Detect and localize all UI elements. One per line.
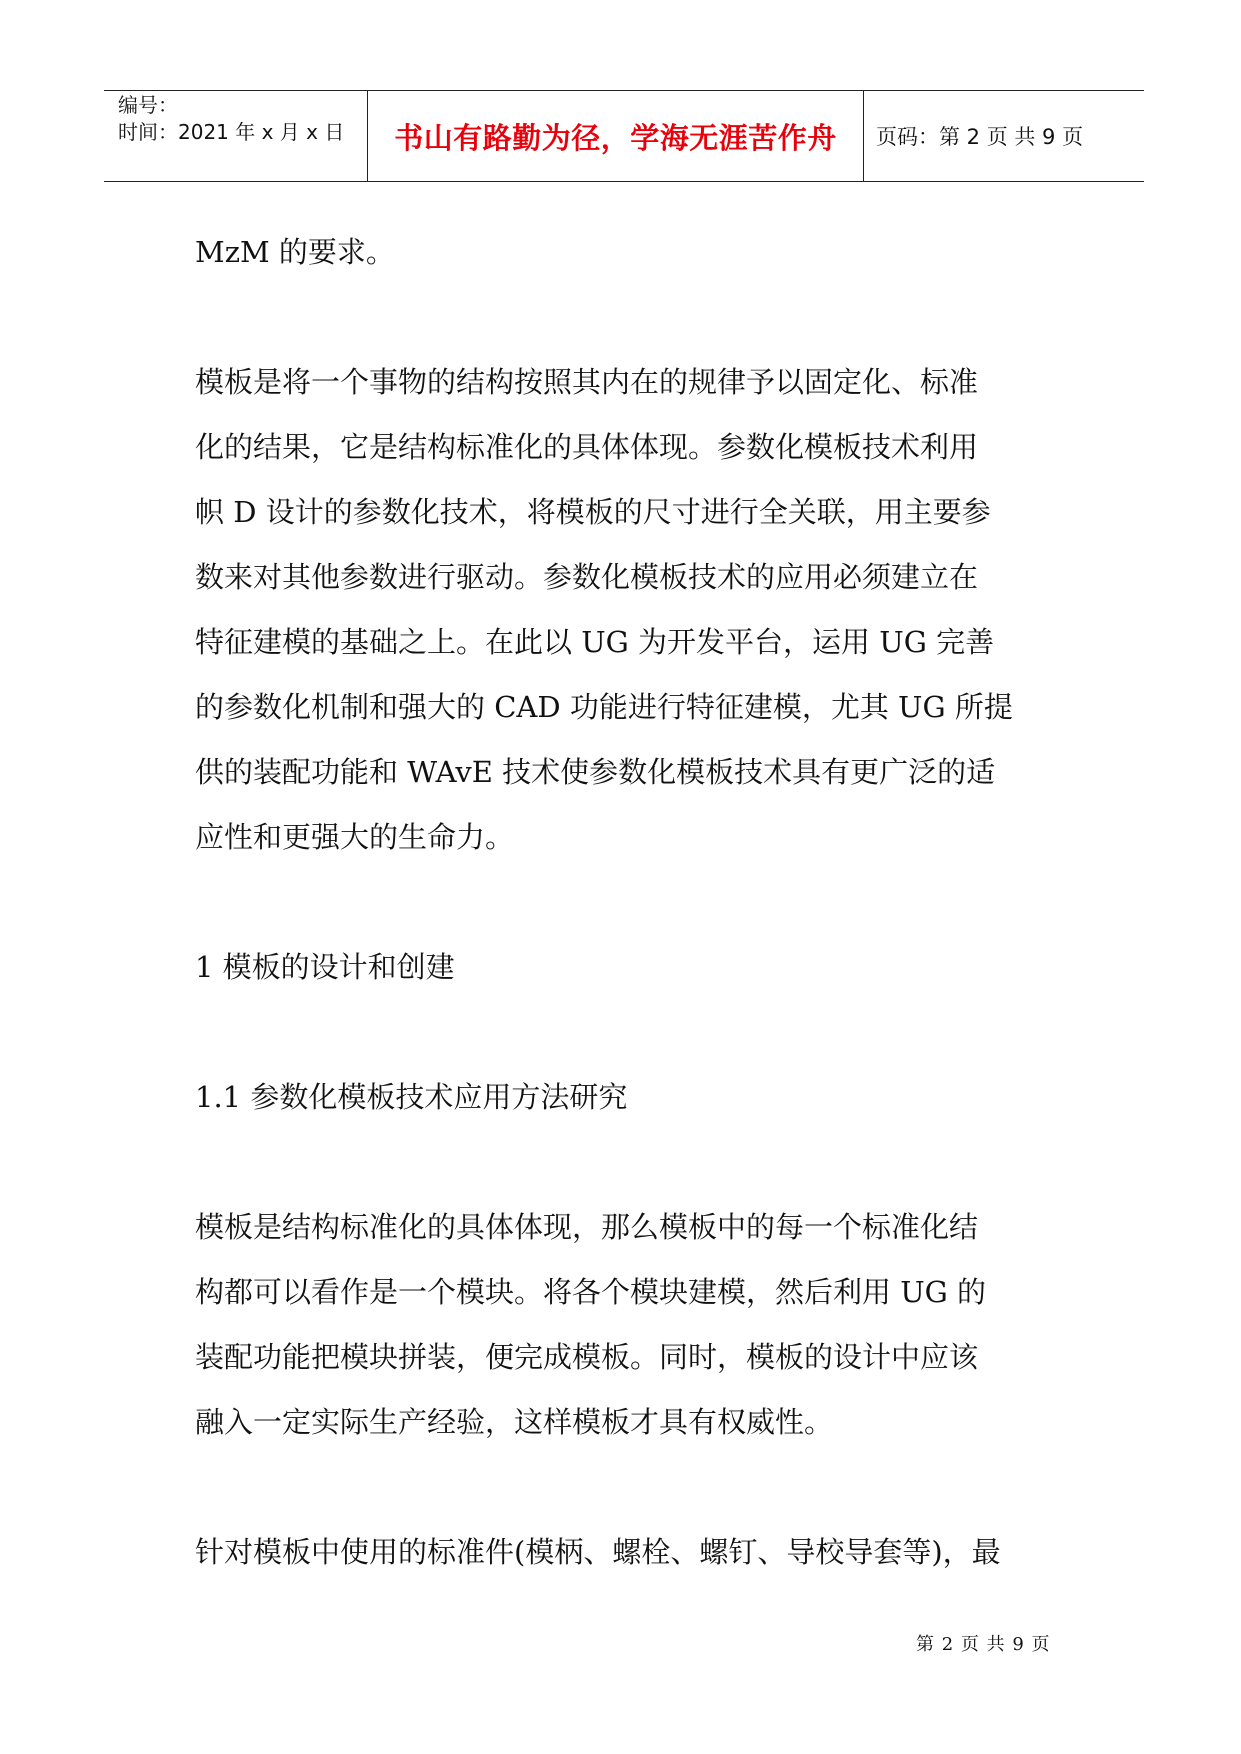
paragraph-1 bbox=[195, 220, 1065, 285]
header-meta bbox=[104, 91, 368, 181]
text-line: 模板是将一个事物的结构按照其内在的规律予以固定化、标准 bbox=[195, 365, 979, 399]
header-motto-cell bbox=[368, 91, 864, 181]
text-line: 帜 D 设计的参数化技术，将模板的尺寸进行全关联，用主要参 bbox=[195, 495, 991, 529]
number-label: 编号： bbox=[118, 93, 178, 117]
paragraph-2 bbox=[195, 350, 1065, 870]
text-line: 融入一定实际生产经验，这样模板才具有权威性。 bbox=[195, 1405, 834, 1439]
text-line: 的参数化机制和强大的 CAD 功能进行特征建模，尤其 UG 所提 bbox=[195, 690, 1013, 724]
text-line: 构都可以看作是一个模块。将各个模块建模，然后利用 UG 的 bbox=[195, 1275, 987, 1309]
text-line: 供的装配功能和 WAvE 技术使参数化模板技术具有更广泛的适 bbox=[195, 755, 996, 789]
document-body bbox=[195, 220, 1065, 1585]
motto-text: 书山有路勤为径，学海无涯苦作舟 bbox=[394, 120, 837, 155]
heading-text: 1.1 参数化模板技术应用方法研究 bbox=[195, 1080, 628, 1114]
subsection-heading bbox=[195, 1065, 1065, 1130]
section-heading bbox=[195, 935, 1065, 1000]
document-header bbox=[104, 90, 1144, 182]
text-line: 数来对其他参数进行驱动。参数化模板技术的应用必须建立在 bbox=[195, 560, 979, 594]
text-line: MzM 的要求。 bbox=[195, 235, 395, 269]
text-line: 针对模板中使用的标准件(模柄、螺栓、螺钉、导校导套等)，最 bbox=[195, 1535, 1001, 1569]
header-page-code-cell bbox=[864, 91, 1144, 181]
text-line: 化的结果，它是结构标准化的具体体现。参数化模板技术利用 bbox=[195, 430, 979, 464]
text-line: 应性和更强大的生命力。 bbox=[195, 820, 515, 854]
text-line: 装配功能把模块拼装，便完成模板。同时，模板的设计中应该 bbox=[195, 1340, 979, 1374]
page-code-text: 页码：第 2 页 共 9 页 bbox=[876, 125, 1084, 149]
paragraph-3 bbox=[195, 1195, 1065, 1455]
heading-text: 1 模板的设计和创建 bbox=[195, 950, 455, 984]
text-line: 特征建模的基础之上。在此以 UG 为开发平台，运用 UG 完善 bbox=[195, 625, 995, 659]
text-line: 模板是结构标准化的具体体现，那么模板中的每一个标准化结 bbox=[195, 1210, 979, 1244]
paragraph-4 bbox=[195, 1520, 1065, 1585]
page-footer: 第 2 页 共 9 页 bbox=[916, 1634, 1051, 1655]
date-label: 时间：2021 年 x 月 x 日 bbox=[118, 120, 345, 144]
